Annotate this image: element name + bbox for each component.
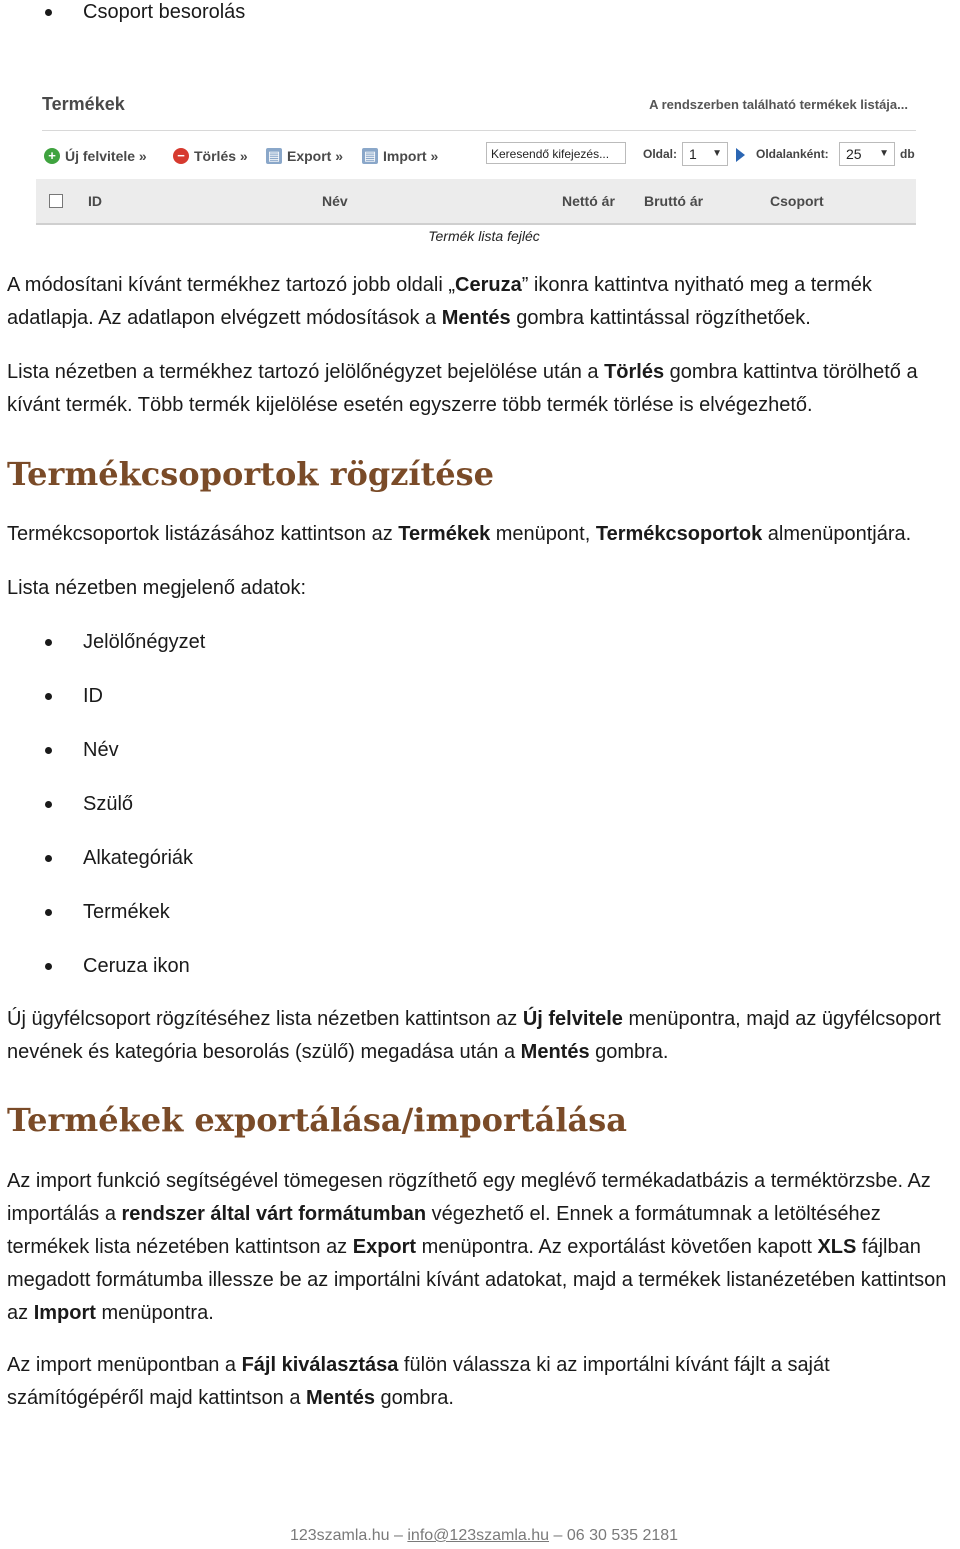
paragraph-import-file-select: Az import menüpontban a Fájl kiválasztása fülön válassza ki az importálni kívánt fájlt a saját számítógépéről majd kattintson a Mentés gombra.	[7, 1354, 830, 1409]
paragraph-delete-product: Lista nézetben a termékhez tartozó jelölőnégyzet bejelölése után a Törlés gombra kattintva törölhető a kívánt termék. Több termék kijelölése esetén egyszerre több termék törlése is elvégezhető.	[7, 361, 918, 416]
product-list-header-figure	[36, 88, 916, 230]
bullet-dot	[45, 747, 52, 754]
figure-divider	[42, 130, 916, 131]
bullet-dot	[45, 693, 52, 700]
column-header-net-price[interactable]: Nettó ár	[562, 193, 615, 209]
footer-email-link[interactable]: info@123szamla.hu	[407, 1527, 550, 1544]
section-heading-product-groups: Termékcsoportok rögzítése	[7, 455, 495, 493]
footer-site: 123szamla.hu	[289, 1527, 390, 1544]
export-label: Export »	[287, 148, 344, 164]
search-input[interactable]: Keresendő kifejezés...	[486, 142, 626, 164]
figure-caption: Termék lista fejléc	[428, 228, 540, 244]
import-icon: ▤	[363, 148, 377, 163]
select-all-checkbox[interactable]	[49, 194, 63, 208]
footer-phone: 06 30 535 2181	[566, 1527, 679, 1544]
bullet-dot	[45, 639, 52, 646]
chevron-down-icon: ▼	[879, 148, 889, 159]
import-button[interactable]	[362, 145, 438, 167]
page-footer: 123szamla.hu – info@123szamla.hu – 06 30 535 2181	[289, 1527, 679, 1544]
export-button[interactable]	[266, 145, 343, 167]
bullet-dot	[45, 963, 52, 970]
paragraph-import-function: Az import funkció segítségével tömegesen rögzíthető egy meglévő termékadatbázis a terméktörzsbe. Az importálás a rendszer által várt formátumban végezhető el. Ennek a formátumnak a letöltéséhez termékek lista nézetében kattintson az Export menüpontra. Az exportálást követően kapott XLS fájlban megadott formátumba illessze be az importálni kívánt adatokat, majd a termékek listanézetében kattintson az Import menüpontra.	[7, 1170, 947, 1324]
bullet-dot	[45, 855, 52, 862]
per-page-label: Oldalanként:	[756, 147, 829, 161]
new-item-label: Új felvitele »	[65, 148, 147, 164]
bullet-dot	[45, 801, 52, 808]
delete-label: Törlés »	[194, 148, 248, 164]
import-label: Import »	[383, 148, 439, 164]
column-header-name[interactable]: Név	[322, 193, 348, 209]
new-item-button[interactable]	[44, 145, 147, 167]
page-select[interactable]	[682, 142, 728, 166]
paragraph-list-product-groups: Termékcsoportok listázásához kattintson az Termékek menüpont, Termékcsoportok almenüpontjára.	[7, 523, 912, 545]
table-header	[36, 179, 916, 225]
plus-icon: +	[44, 148, 60, 164]
next-page-arrow-icon[interactable]	[736, 148, 745, 162]
delete-button[interactable]	[173, 145, 248, 167]
per-page-value: 25	[846, 146, 862, 162]
figure-title: Termékek	[42, 94, 125, 114]
column-header-gross-price[interactable]: Bruttó ár	[644, 193, 704, 209]
page-value: 1	[689, 146, 697, 162]
page-label: Oldal:	[643, 147, 678, 161]
paragraph-new-group: Új ügyfélcsoport rögzítéséhez lista nézetben kattintson az Új felvitele menüpontra, majd az ügyfélcsoport nevének és kategória besorolás (szülő) megadása után a Mentés gombra.	[7, 1008, 941, 1063]
column-header-id[interactable]: ID	[88, 193, 102, 209]
per-page-select[interactable]	[839, 142, 895, 166]
figure-description: A rendszerben található termékek listája...	[649, 97, 908, 112]
chevron-down-icon: ▼	[712, 148, 722, 159]
export-icon: ▤	[267, 148, 281, 163]
bullet-dot	[45, 909, 52, 916]
bullet-dot	[45, 9, 52, 16]
minus-icon: −	[173, 148, 189, 164]
paragraph-list-data-intro: Lista nézetben megjelenő adatok:	[7, 577, 307, 599]
column-header-group[interactable]: Csoport	[770, 193, 824, 209]
per-page-unit: db	[900, 147, 915, 161]
bullet-text: Csoport besorolás	[83, 1, 246, 23]
paragraph-edit-product: A módosítani kívánt termékhez tartozó jobb oldali „Ceruza” ikonra kattintva nyitható meg a termék adatlapja. Az adatlapon elvégzett módosítások a Mentés gombra kattintással rögzíthetőek.	[7, 274, 872, 329]
section-heading-export-import: Termékek exportálása/importálása	[7, 1101, 628, 1139]
